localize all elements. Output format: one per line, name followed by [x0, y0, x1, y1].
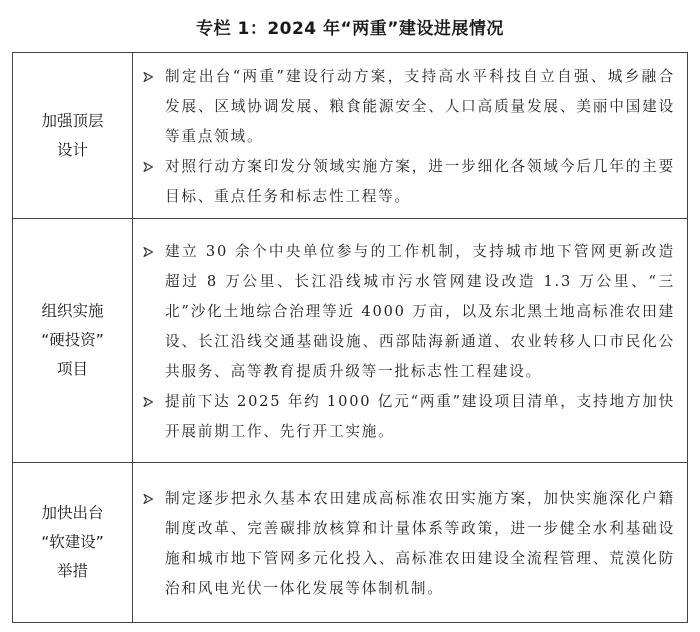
row-label-cell	[13, 53, 133, 219]
list-item-text: 制定出台“两重”建设行动方案，支持高水平科技自立自强、城乡融合发展、区域协调发展、粮食能源安全、人口高质量发展、美丽中国建设等重点领域。	[165, 67, 675, 145]
list-item	[143, 484, 675, 604]
list-item-text: 对照行动方案印发分领域实施方案，进一步细化各领域今后几年的主要目标、重点任务和标志性工程等。	[165, 157, 675, 205]
table-row	[13, 219, 688, 463]
column-table	[12, 52, 688, 623]
row-content-cell	[133, 53, 688, 219]
list-item-text: 制定逐步把永久基本农田建成高标准农田实施方案，加快实施深化户籍制度改革、完善碳排放核算和计量体系等政策，进一步健全水利基础设施和城市地下管网多元化投入、高标准农田建设全流程管理、荒漠化防治和风电光伏一体化发展等体制机制。	[165, 489, 675, 597]
hollow-right-arrow-icon	[143, 62, 165, 92]
table-row	[13, 463, 688, 623]
row-label-line: 举措	[56, 562, 88, 580]
list-item-text: 建立 30 余个中央单位参与的工作机制，支持城市地下管网更新改造超过 8 万公里、长江沿线城市污水管网建设改造 1.3 万公里、“三北”沙化土地综合治理等近 4000 万亩，以及东北黑土地高标准农田建设、长江沿线交通基础设施、西部陆海新通道、农业转移人口市民化公共服务、高等教育提质升级等一批标志性工程建设。	[165, 242, 675, 380]
row-label-line: 加强顶层	[41, 111, 104, 130]
list-item	[143, 387, 675, 447]
page-title: 专栏 1：2024 年“两重”建设进展情况	[196, 19, 504, 39]
list-item-text: 提前下达 2025 年约 1000 亿元“两重”建设项目清单，支持地方加快开展前期工作、先行开工实施。	[165, 392, 676, 440]
row-label-cell	[13, 463, 133, 623]
row-label-line: 加快出台	[41, 504, 104, 522]
row-label-line: 项目	[56, 360, 88, 378]
list-item	[143, 152, 675, 212]
hollow-right-arrow-icon	[143, 387, 165, 417]
hollow-right-arrow-icon	[143, 152, 165, 182]
list-item	[143, 62, 675, 152]
row-label-line: 组织实施	[41, 302, 104, 320]
row-label-line: 设计	[56, 140, 88, 159]
list-item	[143, 237, 675, 387]
hollow-right-arrow-icon	[143, 237, 165, 267]
table-row	[13, 53, 688, 219]
row-content-cell	[133, 219, 688, 463]
row-content-cell	[133, 463, 688, 623]
row-label-cell	[13, 219, 133, 463]
row-label-line: “软建设”	[41, 533, 104, 551]
hollow-right-arrow-icon	[143, 484, 165, 514]
row-label-line: “硬投资”	[41, 331, 104, 349]
